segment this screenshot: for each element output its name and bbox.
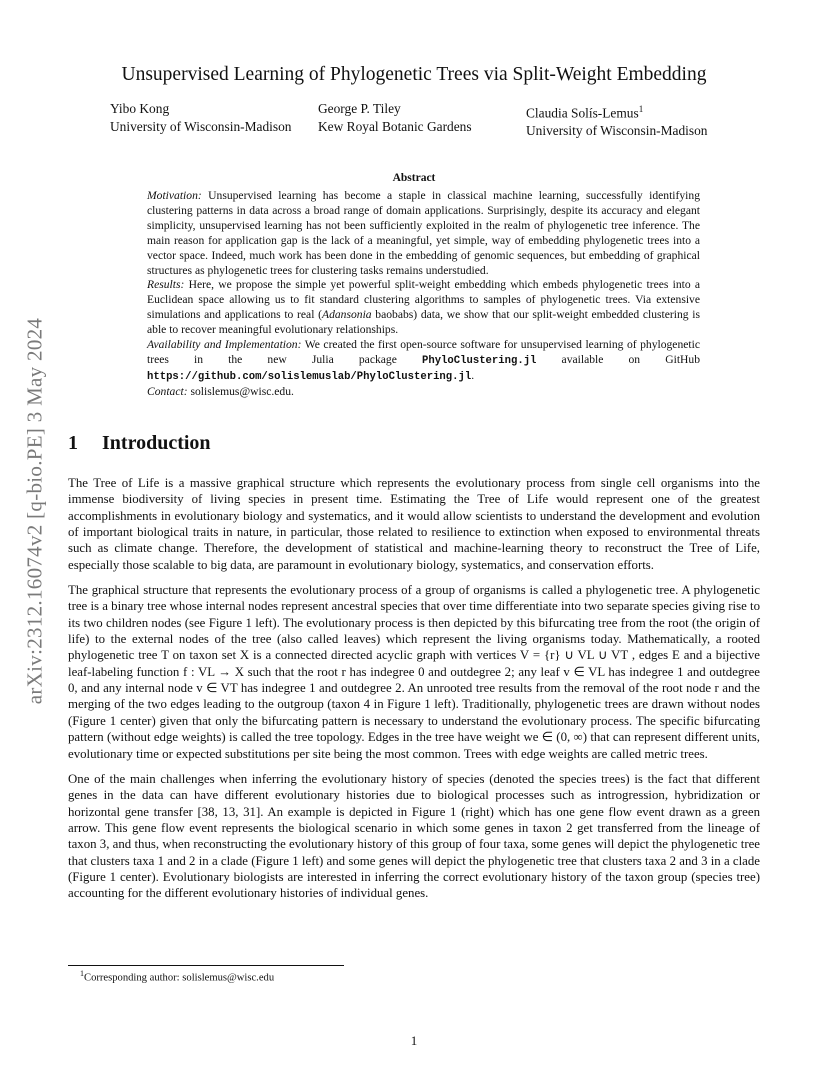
page-number: 1 xyxy=(410,1033,418,1048)
footnote-number: 1 xyxy=(80,969,84,978)
author-affiliation: University of Wisconsin-Madison xyxy=(526,123,708,139)
author-affiliation: Kew Royal Botanic Gardens xyxy=(318,119,472,134)
package-name: PhyloClustering.jl xyxy=(421,354,537,367)
author-2 xyxy=(318,100,472,136)
abstract-heading: Abstract xyxy=(392,172,436,184)
section-heading xyxy=(68,432,211,455)
paragraph: The graphical structure that represents the evolutionary process of a group of organisms is called a phylogenetic tree. A phylogenetic tree is a binary tree whose internal nodes represent ancestral species that over time differentiate into two separate species giving rise to its two children nodes (see Figure 1 left). The evolutionary process is then depicted by this bifurcating tree from the root (the origin of life) to the external nodes of the tree (also called leaves) which represent the living organisms today. Mathematically, a rooted phylogenetic tree T on taxon set X is a connected directed acyclic graph with vertices V = {r} ∪ VL ∪ VT , edges E and a bijective leaf-labeling function f : VL → X such that the root r has indegree 0 and outdegree 2; any leaf v ∈ VL has indegree 1 and outdegree 0, and any internal node v ∈ VT has indegree 1 and outdegree 2. An unrooted tree results from the removal of the root node r and the merging of the two edges leading to the outgroup (taxon 4 in Figure 1 left). Traditionally, phylogenetic trees are drawn without nodes (Figure 1 center) given that only the bifurcating pattern is necessary to understand the evolutionary process. The specific bifurcating pattern (without edge weights) is called the tree topology. Edges in the tree have weight we ∈ (0, ∞) that can represent different units, evolutionary time or expected substitutions per site being the most common. Trees with edge weights are called metric trees. xyxy=(68,583,760,761)
author-name: Yibo Kong xyxy=(110,101,170,116)
section-title: Introduction xyxy=(102,432,211,454)
footnote-text: Corresponding author: solislemus@wisc.edu xyxy=(84,972,275,984)
abstract-availability: Availability and Implementation: We created the first open-source software for unsupervised learning of phylogenetic trees in the new Julia package PhyloClustering.jl available on GitHub https://github.com/solislemuslab/PhyloClustering.jl. xyxy=(147,338,701,383)
footnote-rule xyxy=(68,965,344,966)
github-link[interactable]: https://github.com/solislemuslab/PhyloClustering.jl xyxy=(147,370,472,383)
paragraph: One of the main challenges when inferring the evolutionary history of species (denoted the species trees) is the fact that different genes in the data can have different evolutionary histories due to biological processes such as introgression, hybridization or horizontal gene transfer [38, 13, 31]. An example is depicted in Figure 1 (right) which has one gene flow event drawn as a green arrow. This gene flow event represents the biological scenario in which some genes in taxon 2 get transferred from the lineage of taxon 3, and thus, when reconstructing the evolutionary history of this group of four taxa, some genes will depict the phylogenetic tree that clusters taxa 1 and 2 in a clade (Figure 1 left) and some genes will depict the phylogenetic tree that clusters taxa 2 and 3 in a clade (Figure 1 center). Evolutionary biologists are interested in inferring the correct evolutionary history of the taxon group (species tree) accounting for the different evolutionary histories of individual genes. xyxy=(68,771,760,901)
abstract-body xyxy=(147,189,700,400)
footnote-mark[interactable]: 1 xyxy=(638,104,644,114)
footnote xyxy=(80,969,274,984)
body-text xyxy=(68,475,760,911)
arxiv-id[interactable]: arXiv:2312.16074v2 [q-bio.PE] 3 May 2024 xyxy=(22,317,47,705)
arxiv-stamp xyxy=(22,272,48,750)
abstract-contact: Contact: solislemus@wisc.edu. xyxy=(147,384,294,398)
abstract-results: Results: Here, we propose the simple yet powerful split-weight embedding which embeds phylogenetic trees into a Euclidean space allowing us to fit standard clustering algorithms to samples of phylogenetic trees. Via extensive simulations and applications to real (Adansonia baobabs) data, we show that our split-weight embedded clustering is able to recover meaningful evolutionary relationships. xyxy=(147,278,701,337)
author-3 xyxy=(526,100,707,140)
author-name: George P. Tiley xyxy=(318,101,401,116)
paper-title: Unsupervised Learning of Phylogenetic Trees via Split-Weight Embedding xyxy=(121,64,707,85)
author-1 xyxy=(110,100,291,136)
author-name: Claudia Solís-Lemus$^1$ xyxy=(526,104,644,121)
section-number: 1 xyxy=(68,432,78,454)
abstract-motivation: Motivation: Unsupervised learning has become a staple in classical machine learning, successfully identifying clustering patterns in data across a broad range of domain applications. Surprisingly, despite its accuracy and elegant simplicity, unsupervised learning has not been sufficiently exploited in the realm of phylogenetic tree inference. The main reason for application gap is the lack of a meaningful, yet simple, way of embedding phylogenetic trees into a vector space. Indeed, much work has been done in the embedding of genomic sequences, but embedding of graphical structures as phylogenetic trees for clustering tasks remains understudied. xyxy=(147,189,700,277)
author-affiliation: University of Wisconsin-Madison xyxy=(110,119,292,134)
paragraph: The Tree of Life is a massive graphical structure which represents the evolutionary process from single cell organisms into the immense biodiversity of living species in present time. Estimating the Tree of Life would represent one of the greatest accomplishments in evolutionary biology and systematics, and it would allow scientists to understand the development and evolution of important biological traits in nature, in particular, those related to resilience to extinction when exposed to environmental threats such as climate change. Therefore, the development of statistical and machine-learning theory to reconstruct the Tree of Life, especially those scalable to big data, are paramount in evolutionary biology, systematics, and conservation efforts. xyxy=(68,476,760,572)
